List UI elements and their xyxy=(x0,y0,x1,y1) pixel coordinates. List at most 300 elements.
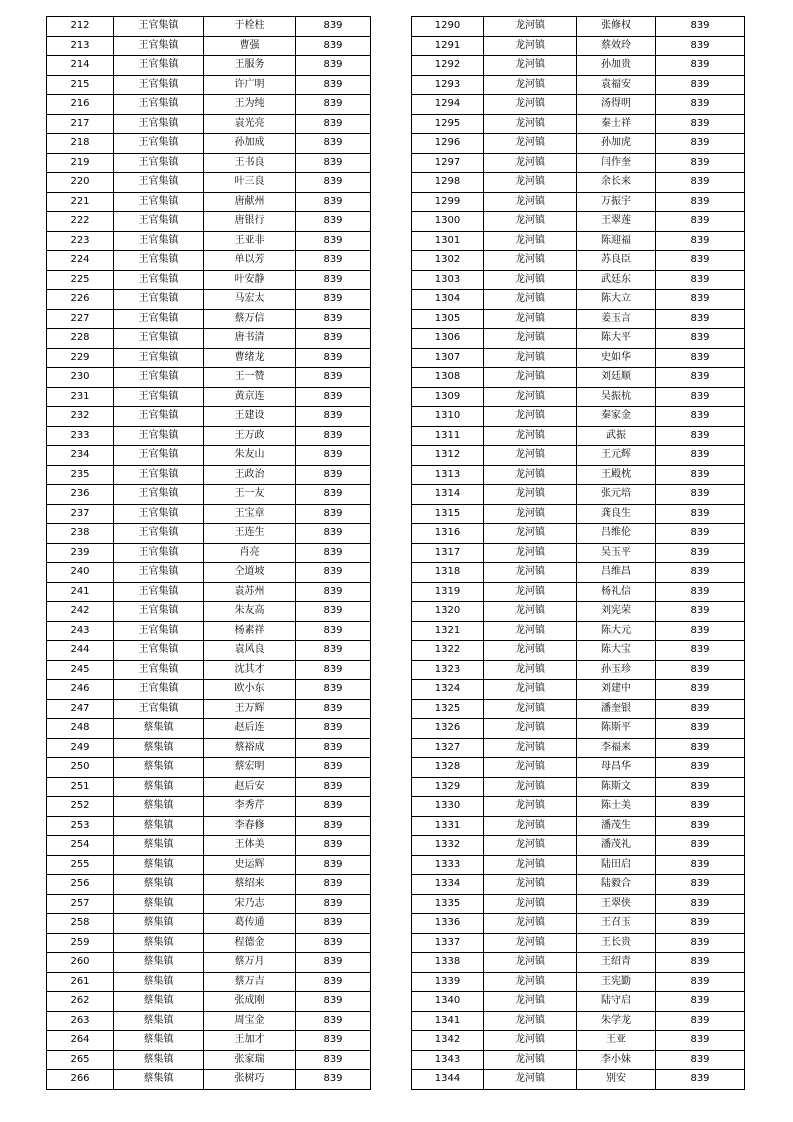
town-cell: 蔡集镇 xyxy=(114,933,204,953)
table-row xyxy=(412,992,745,1012)
amount-cell: 839 xyxy=(656,231,745,251)
town-cell: 龙河镇 xyxy=(484,134,577,154)
town-cell: 王官集镇 xyxy=(114,95,204,115)
town-cell: 王官集镇 xyxy=(114,543,204,563)
amount-cell: 839 xyxy=(296,95,371,115)
row-number-cell: 1298 xyxy=(412,173,484,193)
table-row xyxy=(412,212,745,232)
name-cell: 肖亮 xyxy=(204,543,296,563)
amount-cell: 839 xyxy=(656,680,745,700)
row-number-cell: 227 xyxy=(47,309,114,329)
table-row xyxy=(412,719,745,739)
table-row xyxy=(412,524,745,544)
name-cell: 吕维昌 xyxy=(577,563,656,583)
name-cell: 汤得明 xyxy=(577,95,656,115)
amount-cell: 839 xyxy=(296,465,371,485)
town-cell: 王官集镇 xyxy=(114,680,204,700)
name-cell: 王翠莲 xyxy=(577,212,656,232)
table-row xyxy=(412,680,745,700)
amount-cell: 839 xyxy=(296,407,371,427)
row-number-cell: 1340 xyxy=(412,992,484,1012)
town-cell: 王官集镇 xyxy=(114,699,204,719)
name-cell: 朱友高 xyxy=(204,602,296,622)
town-cell: 龙河镇 xyxy=(484,602,577,622)
name-cell: 苏良臣 xyxy=(577,251,656,271)
table-row xyxy=(412,134,745,154)
amount-cell: 839 xyxy=(656,524,745,544)
town-cell: 蔡集镇 xyxy=(114,894,204,914)
name-cell: 蔡宏明 xyxy=(204,758,296,778)
row-number-cell: 224 xyxy=(47,251,114,271)
town-cell: 龙河镇 xyxy=(484,836,577,856)
row-number-cell: 1307 xyxy=(412,348,484,368)
row-number-cell: 1314 xyxy=(412,485,484,505)
table-row xyxy=(412,914,745,934)
name-cell: 万振宇 xyxy=(577,192,656,212)
name-cell: 许广明 xyxy=(204,75,296,95)
row-number-cell: 217 xyxy=(47,114,114,134)
name-cell: 孙玉珍 xyxy=(577,660,656,680)
name-cell: 蔡效玲 xyxy=(577,36,656,56)
row-number-cell: 1306 xyxy=(412,329,484,349)
amount-cell: 839 xyxy=(656,446,745,466)
table-row xyxy=(47,270,371,290)
name-cell: 武廷东 xyxy=(577,270,656,290)
name-cell: 史运辉 xyxy=(204,855,296,875)
name-cell: 王一赞 xyxy=(204,368,296,388)
amount-cell: 839 xyxy=(296,36,371,56)
amount-cell: 839 xyxy=(296,719,371,739)
town-cell: 王官集镇 xyxy=(114,329,204,349)
row-number-cell: 258 xyxy=(47,914,114,934)
table-row xyxy=(47,719,371,739)
table-row xyxy=(412,290,745,310)
amount-cell: 839 xyxy=(656,972,745,992)
table-row xyxy=(412,231,745,251)
row-number-cell: 1337 xyxy=(412,933,484,953)
town-cell: 王官集镇 xyxy=(114,504,204,524)
name-cell: 唐书清 xyxy=(204,329,296,349)
town-cell: 龙河镇 xyxy=(484,933,577,953)
town-cell: 龙河镇 xyxy=(484,368,577,388)
amount-cell: 839 xyxy=(296,309,371,329)
name-cell: 李小妹 xyxy=(577,1050,656,1070)
amount-cell: 839 xyxy=(296,660,371,680)
name-cell: 程德金 xyxy=(204,933,296,953)
amount-cell: 839 xyxy=(296,816,371,836)
amount-cell: 839 xyxy=(656,855,745,875)
row-number-cell: 1330 xyxy=(412,797,484,817)
amount-cell: 839 xyxy=(296,953,371,973)
row-number-cell: 231 xyxy=(47,387,114,407)
town-cell: 龙河镇 xyxy=(484,582,577,602)
town-cell: 龙河镇 xyxy=(484,972,577,992)
town-cell: 蔡集镇 xyxy=(114,875,204,895)
town-cell: 龙河镇 xyxy=(484,992,577,1012)
town-cell: 龙河镇 xyxy=(484,56,577,76)
row-number-cell: 1328 xyxy=(412,758,484,778)
row-number-cell: 263 xyxy=(47,1011,114,1031)
row-number-cell: 1292 xyxy=(412,56,484,76)
row-number-cell: 242 xyxy=(47,602,114,622)
row-number-cell: 235 xyxy=(47,465,114,485)
town-cell: 蔡集镇 xyxy=(114,777,204,797)
row-number-cell: 1318 xyxy=(412,563,484,583)
row-number-cell: 213 xyxy=(47,36,114,56)
name-cell: 王绍青 xyxy=(577,953,656,973)
name-cell: 张成刚 xyxy=(204,992,296,1012)
name-cell: 袁福安 xyxy=(577,75,656,95)
town-cell: 王官集镇 xyxy=(114,485,204,505)
amount-cell: 839 xyxy=(656,212,745,232)
table-row xyxy=(47,251,371,271)
amount-cell: 839 xyxy=(296,621,371,641)
name-cell: 王体美 xyxy=(204,836,296,856)
table-row xyxy=(412,738,745,758)
town-cell: 蔡集镇 xyxy=(114,738,204,758)
table-row xyxy=(47,290,371,310)
name-cell: 杨礼信 xyxy=(577,582,656,602)
town-cell: 龙河镇 xyxy=(484,348,577,368)
row-number-cell: 236 xyxy=(47,485,114,505)
name-cell: 朱友山 xyxy=(204,446,296,466)
table-row xyxy=(47,582,371,602)
town-cell: 王官集镇 xyxy=(114,36,204,56)
table-row xyxy=(412,426,745,446)
town-cell: 王官集镇 xyxy=(114,446,204,466)
town-cell: 王官集镇 xyxy=(114,524,204,544)
row-number-cell: 233 xyxy=(47,426,114,446)
name-cell: 吕维伦 xyxy=(577,524,656,544)
name-cell: 陈迎福 xyxy=(577,231,656,251)
amount-cell: 839 xyxy=(296,894,371,914)
name-cell: 叶三良 xyxy=(204,173,296,193)
row-number-cell: 1334 xyxy=(412,875,484,895)
table-row xyxy=(412,504,745,524)
amount-cell: 839 xyxy=(296,192,371,212)
table-row xyxy=(412,1011,745,1031)
table-row xyxy=(47,660,371,680)
amount-cell: 839 xyxy=(296,56,371,76)
amount-cell: 839 xyxy=(656,621,745,641)
town-cell: 龙河镇 xyxy=(484,563,577,583)
row-number-cell: 249 xyxy=(47,738,114,758)
name-cell: 朱学龙 xyxy=(577,1011,656,1031)
amount-cell: 839 xyxy=(296,543,371,563)
name-cell: 孙加贵 xyxy=(577,56,656,76)
row-number-cell: 220 xyxy=(47,173,114,193)
town-cell: 龙河镇 xyxy=(484,407,577,427)
name-cell: 陈斯文 xyxy=(577,777,656,797)
table-row xyxy=(47,602,371,622)
town-cell: 龙河镇 xyxy=(484,797,577,817)
table-row xyxy=(412,192,745,212)
row-number-cell: 234 xyxy=(47,446,114,466)
row-number-cell: 1293 xyxy=(412,75,484,95)
name-cell: 曹绪龙 xyxy=(204,348,296,368)
town-cell: 龙河镇 xyxy=(484,251,577,271)
name-cell: 张树巧 xyxy=(204,1070,296,1090)
table-row xyxy=(412,309,745,329)
name-cell: 赵后安 xyxy=(204,777,296,797)
name-cell: 袁风良 xyxy=(204,641,296,661)
row-number-cell: 1297 xyxy=(412,153,484,173)
name-cell: 闫作奎 xyxy=(577,153,656,173)
name-cell: 陈大平 xyxy=(577,329,656,349)
table-row xyxy=(412,75,745,95)
row-number-cell: 1339 xyxy=(412,972,484,992)
table-row xyxy=(47,329,371,349)
row-number-cell: 223 xyxy=(47,231,114,251)
table-row xyxy=(47,36,371,56)
table-row xyxy=(47,914,371,934)
table-row xyxy=(412,485,745,505)
amount-cell: 839 xyxy=(296,875,371,895)
name-cell: 李秀芹 xyxy=(204,797,296,817)
name-cell: 蔡万月 xyxy=(204,953,296,973)
amount-cell: 839 xyxy=(656,894,745,914)
amount-cell: 839 xyxy=(656,485,745,505)
name-cell: 蔡万吉 xyxy=(204,972,296,992)
table-row xyxy=(47,524,371,544)
table-row xyxy=(412,797,745,817)
row-number-cell: 214 xyxy=(47,56,114,76)
table-row xyxy=(412,36,745,56)
table-row xyxy=(47,992,371,1012)
row-number-cell: 256 xyxy=(47,875,114,895)
town-cell: 王官集镇 xyxy=(114,426,204,446)
row-number-cell: 243 xyxy=(47,621,114,641)
amount-cell: 839 xyxy=(656,563,745,583)
row-number-cell: 261 xyxy=(47,972,114,992)
amount-cell: 839 xyxy=(296,426,371,446)
town-cell: 龙河镇 xyxy=(484,641,577,661)
row-number-cell: 255 xyxy=(47,855,114,875)
amount-cell: 839 xyxy=(296,17,371,37)
amount-cell: 839 xyxy=(656,114,745,134)
town-cell: 王官集镇 xyxy=(114,582,204,602)
name-cell: 张家瑞 xyxy=(204,1050,296,1070)
town-cell: 龙河镇 xyxy=(484,387,577,407)
amount-cell: 839 xyxy=(656,465,745,485)
row-number-cell: 226 xyxy=(47,290,114,310)
row-number-cell: 253 xyxy=(47,816,114,836)
town-cell: 龙河镇 xyxy=(484,504,577,524)
town-cell: 龙河镇 xyxy=(484,953,577,973)
row-number-cell: 247 xyxy=(47,699,114,719)
amount-cell: 839 xyxy=(296,563,371,583)
table-row xyxy=(412,1031,745,1051)
row-number-cell: 248 xyxy=(47,719,114,739)
amount-cell: 839 xyxy=(296,270,371,290)
row-number-cell: 1313 xyxy=(412,465,484,485)
table-row xyxy=(47,387,371,407)
amount-cell: 839 xyxy=(296,173,371,193)
row-number-cell: 1319 xyxy=(412,582,484,602)
name-cell: 王殿枕 xyxy=(577,465,656,485)
row-number-cell: 1341 xyxy=(412,1011,484,1031)
town-cell: 龙河镇 xyxy=(484,153,577,173)
table-row xyxy=(47,836,371,856)
table-row xyxy=(412,602,745,622)
name-cell: 别安 xyxy=(577,1070,656,1090)
name-cell: 陈大立 xyxy=(577,290,656,310)
table-row xyxy=(47,212,371,232)
row-number-cell: 219 xyxy=(47,153,114,173)
town-cell: 王官集镇 xyxy=(114,75,204,95)
town-cell: 龙河镇 xyxy=(484,1011,577,1031)
name-cell: 袁光亮 xyxy=(204,114,296,134)
name-cell: 龚良生 xyxy=(577,504,656,524)
row-number-cell: 1343 xyxy=(412,1050,484,1070)
table-row xyxy=(47,446,371,466)
amount-cell: 839 xyxy=(296,680,371,700)
table-row xyxy=(47,95,371,115)
amount-cell: 839 xyxy=(656,953,745,973)
name-cell: 张元培 xyxy=(577,485,656,505)
town-cell: 龙河镇 xyxy=(484,446,577,466)
row-number-cell: 244 xyxy=(47,641,114,661)
table-row xyxy=(47,1050,371,1070)
table-row xyxy=(47,426,371,446)
row-number-cell: 1329 xyxy=(412,777,484,797)
row-number-cell: 215 xyxy=(47,75,114,95)
row-number-cell: 1321 xyxy=(412,621,484,641)
name-cell: 王亚非 xyxy=(204,231,296,251)
amount-cell: 839 xyxy=(656,368,745,388)
amount-cell: 839 xyxy=(296,329,371,349)
name-cell: 宋乃志 xyxy=(204,894,296,914)
name-cell: 陆守启 xyxy=(577,992,656,1012)
town-cell: 王官集镇 xyxy=(114,368,204,388)
row-number-cell: 1333 xyxy=(412,855,484,875)
amount-cell: 839 xyxy=(296,1050,371,1070)
row-number-cell: 1325 xyxy=(412,699,484,719)
name-cell: 沈其才 xyxy=(204,660,296,680)
row-number-cell: 241 xyxy=(47,582,114,602)
name-cell: 欧小东 xyxy=(204,680,296,700)
amount-cell: 839 xyxy=(656,758,745,778)
row-number-cell: 240 xyxy=(47,563,114,583)
row-number-cell: 230 xyxy=(47,368,114,388)
amount-cell: 839 xyxy=(296,836,371,856)
table-row xyxy=(47,855,371,875)
town-cell: 王官集镇 xyxy=(114,290,204,310)
town-cell: 龙河镇 xyxy=(484,699,577,719)
row-number-cell: 221 xyxy=(47,192,114,212)
amount-cell: 839 xyxy=(656,56,745,76)
table-row xyxy=(47,17,371,37)
town-cell: 龙河镇 xyxy=(484,855,577,875)
town-cell: 王官集镇 xyxy=(114,660,204,680)
amount-cell: 839 xyxy=(296,290,371,310)
row-number-cell: 1290 xyxy=(412,17,484,37)
amount-cell: 839 xyxy=(656,777,745,797)
town-cell: 龙河镇 xyxy=(484,270,577,290)
table-row xyxy=(412,329,745,349)
row-number-cell: 1302 xyxy=(412,251,484,271)
table-row xyxy=(412,407,745,427)
row-number-cell: 1308 xyxy=(412,368,484,388)
town-cell: 龙河镇 xyxy=(484,894,577,914)
table-row xyxy=(47,114,371,134)
town-cell: 蔡集镇 xyxy=(114,1011,204,1031)
amount-cell: 839 xyxy=(656,992,745,1012)
row-number-cell: 257 xyxy=(47,894,114,914)
row-number-cell: 246 xyxy=(47,680,114,700)
town-cell: 龙河镇 xyxy=(484,660,577,680)
amount-cell: 839 xyxy=(296,251,371,271)
row-number-cell: 1324 xyxy=(412,680,484,700)
table-row xyxy=(47,699,371,719)
town-cell: 蔡集镇 xyxy=(114,1031,204,1051)
town-cell: 王官集镇 xyxy=(114,407,204,427)
row-number-cell: 237 xyxy=(47,504,114,524)
amount-cell: 839 xyxy=(656,582,745,602)
row-number-cell: 1315 xyxy=(412,504,484,524)
name-cell: 周宝金 xyxy=(204,1011,296,1031)
amount-cell: 839 xyxy=(296,524,371,544)
town-cell: 蔡集镇 xyxy=(114,797,204,817)
town-cell: 龙河镇 xyxy=(484,1070,577,1090)
row-number-cell: 228 xyxy=(47,329,114,349)
amount-cell: 839 xyxy=(296,1011,371,1031)
name-cell: 唐银行 xyxy=(204,212,296,232)
amount-cell: 839 xyxy=(656,641,745,661)
row-number-cell: 1335 xyxy=(412,894,484,914)
amount-cell: 839 xyxy=(296,699,371,719)
town-cell: 龙河镇 xyxy=(484,738,577,758)
name-cell: 孙加虎 xyxy=(577,134,656,154)
name-cell: 孙加成 xyxy=(204,134,296,154)
row-number-cell: 239 xyxy=(47,543,114,563)
table-row xyxy=(412,543,745,563)
table-row xyxy=(47,738,371,758)
name-cell: 赵后连 xyxy=(204,719,296,739)
table-row xyxy=(47,465,371,485)
row-number-cell: 229 xyxy=(47,348,114,368)
table-row xyxy=(47,368,371,388)
town-cell: 王官集镇 xyxy=(114,641,204,661)
town-cell: 蔡集镇 xyxy=(114,1050,204,1070)
row-number-cell: 1309 xyxy=(412,387,484,407)
table-row xyxy=(47,816,371,836)
amount-cell: 839 xyxy=(656,17,745,37)
name-cell: 王加才 xyxy=(204,1031,296,1051)
name-cell: 蔡裕成 xyxy=(204,738,296,758)
name-cell: 于栓柱 xyxy=(204,17,296,37)
town-cell: 龙河镇 xyxy=(484,875,577,895)
row-number-cell: 1299 xyxy=(412,192,484,212)
row-number-cell: 1317 xyxy=(412,543,484,563)
amount-cell: 839 xyxy=(656,1011,745,1031)
table-row xyxy=(47,563,371,583)
amount-cell: 839 xyxy=(296,504,371,524)
amount-cell: 839 xyxy=(656,329,745,349)
name-cell: 王一友 xyxy=(204,485,296,505)
row-number-cell: 1331 xyxy=(412,816,484,836)
table-row xyxy=(47,231,371,251)
name-cell: 王连生 xyxy=(204,524,296,544)
town-cell: 王官集镇 xyxy=(114,602,204,622)
name-cell: 吴振杭 xyxy=(577,387,656,407)
amount-cell: 839 xyxy=(656,797,745,817)
town-cell: 王官集镇 xyxy=(114,56,204,76)
name-cell: 李春修 xyxy=(204,816,296,836)
town-cell: 龙河镇 xyxy=(484,777,577,797)
amount-cell: 839 xyxy=(296,485,371,505)
amount-cell: 839 xyxy=(656,816,745,836)
